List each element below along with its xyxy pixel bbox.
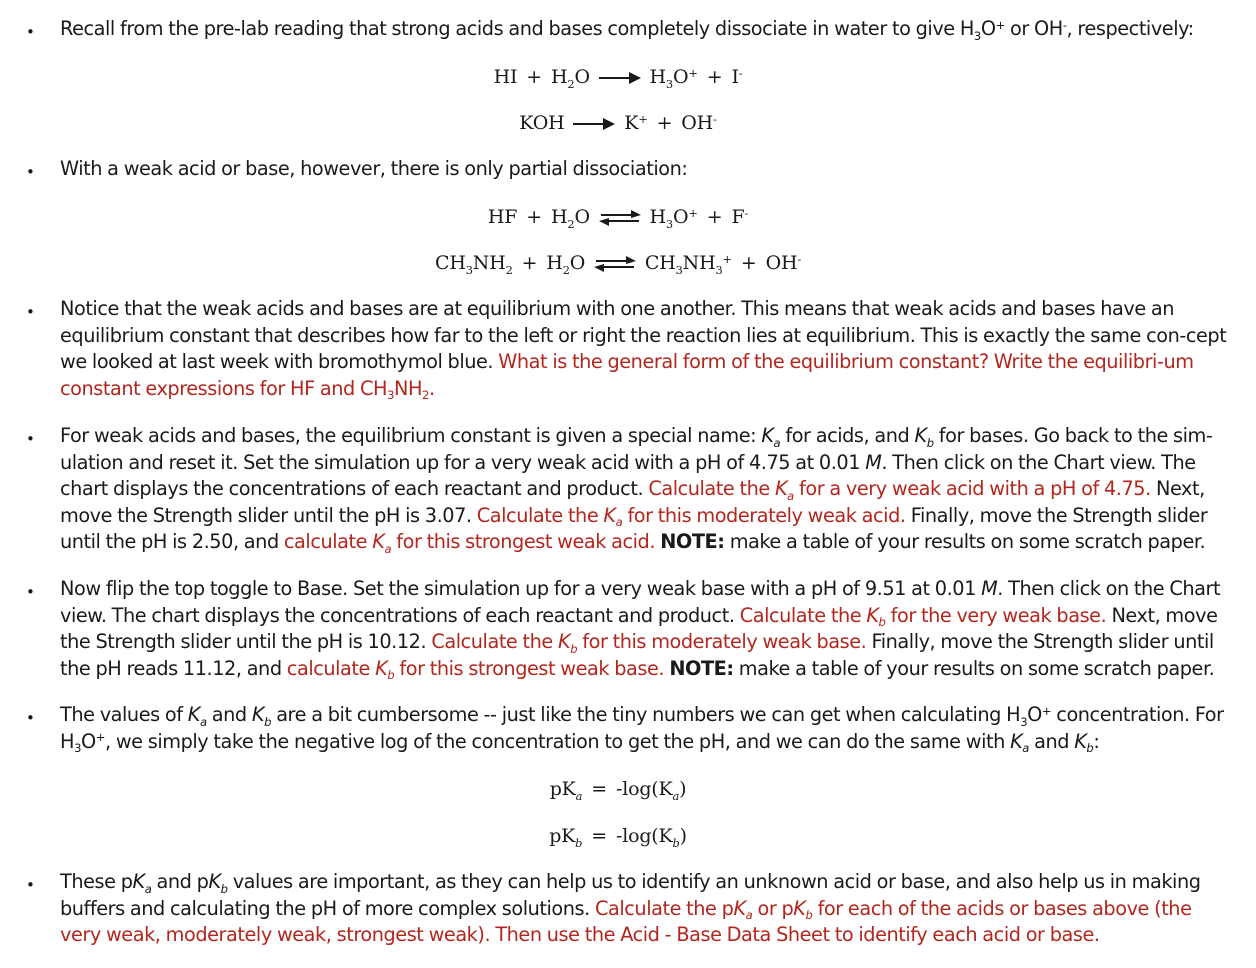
equilibrium-arrow-icon [599,210,641,226]
bullet-equilibrium-constant: • Notice that the weak acids and bases are at equilibrium with one another. This means that weak acids and bases have an equilibrium constant that describes how far to the left or right the reaction lies at equilibrium. This is exactly the same con-cept we looked at last week with bromothymol blue. What is the general form of the equilibrium constant? Write the equilibri-um constant expressions for HF and $CH_3NH_2$. [60,296,1235,402]
bullet-strong-dissociation: • Recall from the pre-lab reading that strong acids and bases completely dissociate in water to give $H_3O^+$ or OH-, respectively: [60,16,1235,43]
equation-methylamine-equilibrium: $CH_3NH_2 + H_2O$ $CH_3NH_3^+ + OH^-$ [434,251,802,277]
question-text: Calculate the $K_a$ for a very weak acid with a pH of 4.75. [648,477,1151,503]
question-text: calculate $K_b$ for this strongest weak base. [286,656,665,683]
forward-arrow-icon [599,71,641,85]
question-text: Calculate the $K_b$ for this moderately weak base. [431,630,867,656]
question-text: Calculate the $pK_a$ or $pK_b$ for each of the acids or bases above (the very weak, moderately weak, strongest weak). Then use the Acid - Base Data Sheet to identify each acid or base. [60,896,1192,947]
question-text: Calculate the $K_b$ for the very weak base. [739,603,1107,630]
question-text: calculate $K_a$ for this strongest weak acid. [283,530,656,556]
bullet-weak-dissociation: • With a weak acid or base, however, there is only partial dissociation: [60,156,1235,183]
bullet-pk-values: • The values of $K_a$ and $K_b$ are a bit cumbersome -- just like the tiny numbers we can get when calculating $H_3O^+$ concentration. For $H_3O^+$, we simply take the negative log of the concentration to get the pH, and we can do the same with $K_a$ and $K_b$: [60,702,1235,755]
question-text: What is the general form of the equilibrium constant? Write the equilibri-um constant expressions for HF and $CH_3NH_2$. [60,350,1194,403]
equation-koh-dissociation: KOH K+ + OH- [519,111,717,134]
equation-hf-equilibrium: HF + $H_2O$ $H_3O^+ + F^-$ [487,205,749,231]
equation-pkb: $pK_b = -\log(K_b)$ [549,825,687,850]
forward-arrow-icon [573,117,615,131]
question-text: Calculate the $K_a$ for this moderately weak acid. [476,503,906,530]
equation-hi-dissociation: HI + $H_2O$ $H_3O^+ + I^-$ [493,65,743,91]
bullet-identify-acid-base: • These $pK_a$ and $pK_b$ values are important, as they can help us to identify an unknown acid or base, and also help us in making buffers and calculating the pH of more complex solutions. Calculate the $pK_a$ or $pK_b$ for each of the acids or bases above (the very weak, moderately weak, strongest weak). Then use the Acid - Base Data Sheet to identify each acid or base. [60,869,1235,949]
equilibrium-arrow-icon [594,256,636,272]
bullet-weak-base-kb: • Now flip the top toggle to Base. Set the simulation up for a very weak base with a pH of 9.51 at 0.01 M. Then click on the Chart view. The chart displays the concentrations of each reactant and product. Calculate the $K_b$ for the very weak base. Next, move the Strength slider until the pH is 10.12. Calculate the $K_b$ for this moderately weak base. Finally, move the Strength slider until the pH reads 11.12, and calculate $K_b$ for this strongest weak base. NOTE: make a table of your results on some scratch paper. [60,576,1235,682]
equation-pka: $pK_a = -\log(K_a)$ [549,778,687,803]
bullet-weak-acid-ka: • For weak acids and bases, the equilibrium constant is given a special name: $K_a$ for acids, and $K_b$ for bases. Go back to the sim-ulation and reset it. Set the simulation up for a very weak acid with a pH of 4.75 at 0.01 M. Then click on the Chart view. The chart displays the concentrations of each reactant and product. Calculate the $K_a$ for a very weak acid with a pH of 4.75. Next, move the Strength slider until the pH is 3.07. Calculate the $K_a$ for this moderately weak acid. Finally, move the Strength slider until the pH is 2.50, and calculate $K_a$ for this strongest weak acid. NOTE: make a table of your results on some scratch paper. [60,423,1235,556]
